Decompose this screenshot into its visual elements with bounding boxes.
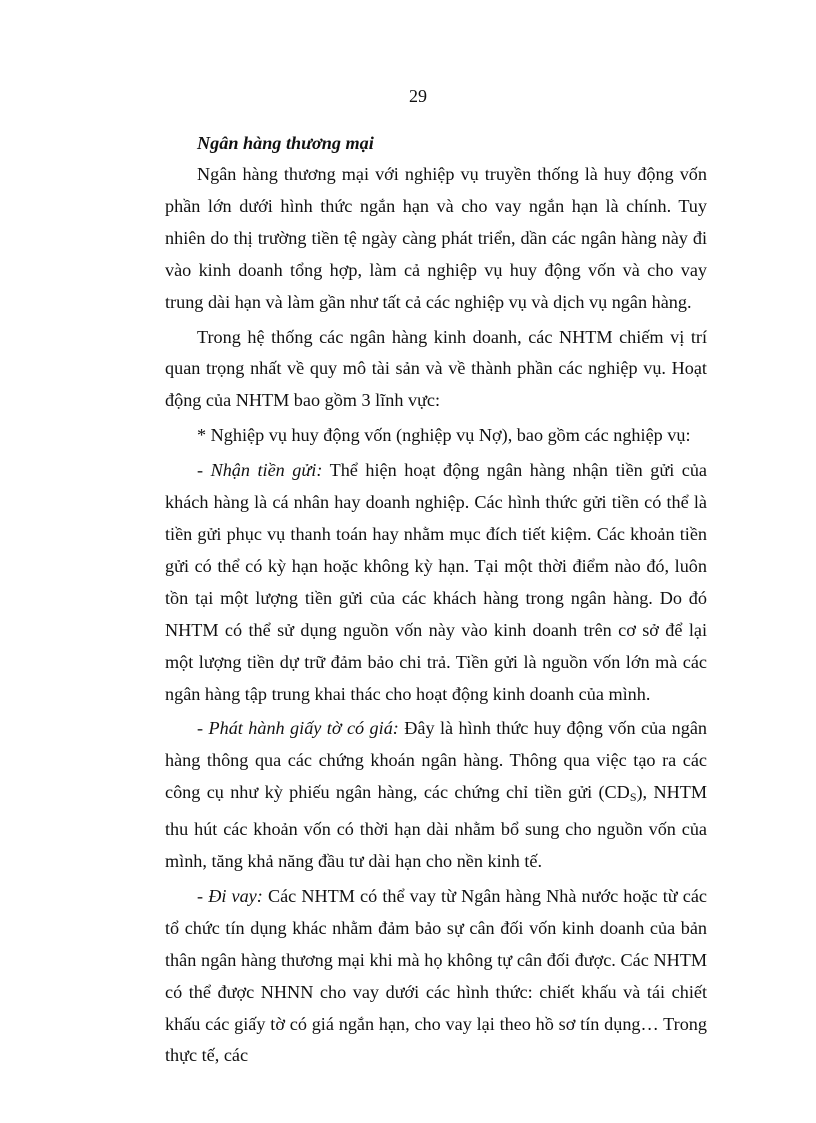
paragraph xyxy=(165,713,707,878)
paragraph-text: Đây là hình thức huy động vốn của ngân hàng thông qua các chứng khoán ngân hàng. Thông qua việc tạo ra các công cụ như kỳ phiếu ngân hàng, các chứng chỉ tiền gửi (CD xyxy=(165,718,708,803)
paragraph-text: Trong hệ thống các ngân hàng kinh doanh, các NHTM chiếm vị trí quan trọng nhất về quy mô tài sản và về thành phần các nghiệp vụ. Hoạt động của NHTM bao gồm 3 lĩnh vực: xyxy=(165,326,707,411)
page-number: 29 xyxy=(409,86,427,106)
paragraph-text: ), NHTM thu hút các khoản vốn có thời hạn dài nhằm bổ sung cho nguồn vốn của mình, tăng khả năng đầu tư dài hạn cho nền kinh tế. xyxy=(165,782,707,872)
term-label: Nhận tiền gửi: xyxy=(210,460,323,481)
paragraph xyxy=(165,322,707,418)
section-heading: Ngân hàng thương mại xyxy=(197,133,374,153)
term-label: Đi vay: xyxy=(208,885,263,906)
bullet-dash: - xyxy=(197,885,209,906)
bullet-dash: - xyxy=(197,718,209,739)
bullet-dash: - xyxy=(197,460,211,481)
paragraph xyxy=(165,455,707,710)
paragraph-text: Các NHTM có thể vay từ Ngân hàng Nhà nước hoặc từ các tổ chức tín dụng khác nhằm đảm bảo sự cân đối vốn kinh doanh của bản thân ngân hàng thương mại khi mà họ không tự cân đối được. Các NHTM có thể được NHNN cho vay dưới các hình thức: chiết khấu và tái chiết khấu các giấy tờ có giá ngắn hạn, cho vay lại theo hồ sơ tín dụng… Trong thực tế, các xyxy=(165,885,707,1066)
paragraph-text: * Nghiệp vụ huy động vốn (nghiệp vụ Nợ), bao gồm các nghiệp vụ: xyxy=(197,425,691,446)
subscript: S xyxy=(629,790,637,805)
paragraph xyxy=(165,420,707,452)
paragraph xyxy=(165,881,707,1072)
body-text xyxy=(165,131,707,1072)
term-label: Phát hành giấy tờ có giá: xyxy=(208,718,399,739)
paragraph xyxy=(165,159,707,319)
paragraph-text: Thể hiện hoạt động ngân hàng nhận tiền gửi của khách hàng là cá nhân hay doanh nghiệp. Các hình thức gửi tiền có thể là tiền gửi phục vụ thanh toán hay nhằm mục đích tiết kiệm. Các khoản tiền gửi có thể có kỳ hạn hoặc không kỳ hạn. Tại một thời điểm nào đó, luôn tồn tại một lượng tiền gửi của các khách hàng trong ngân hàng. Do đó NHTM có thể sử dụng nguồn vốn này vào kinh doanh trên cơ sở để lại một lượng tiền dự trữ đảm bảo chi trả. Tiền gửi là nguồn vốn lớn mà các ngân hàng tập trung khai thác cho hoạt động kinh doanh của mình. xyxy=(165,460,708,704)
paragraph-text: Ngân hàng thương mại với nghiệp vụ truyền thống là huy động vốn phần lớn dưới hình thức ngắn hạn và cho vay ngắn hạn là chính. Tuy nhiên do thị trường tiền tệ ngày càng phát triển, dần các ngân hàng này đi vào kinh doanh tổng hợp, làm cả nghiệp vụ huy động vốn và cho vay trung dài hạn và làm gần như tất cả các nghiệp vụ và dịch vụ ngân hàng. xyxy=(165,164,707,312)
